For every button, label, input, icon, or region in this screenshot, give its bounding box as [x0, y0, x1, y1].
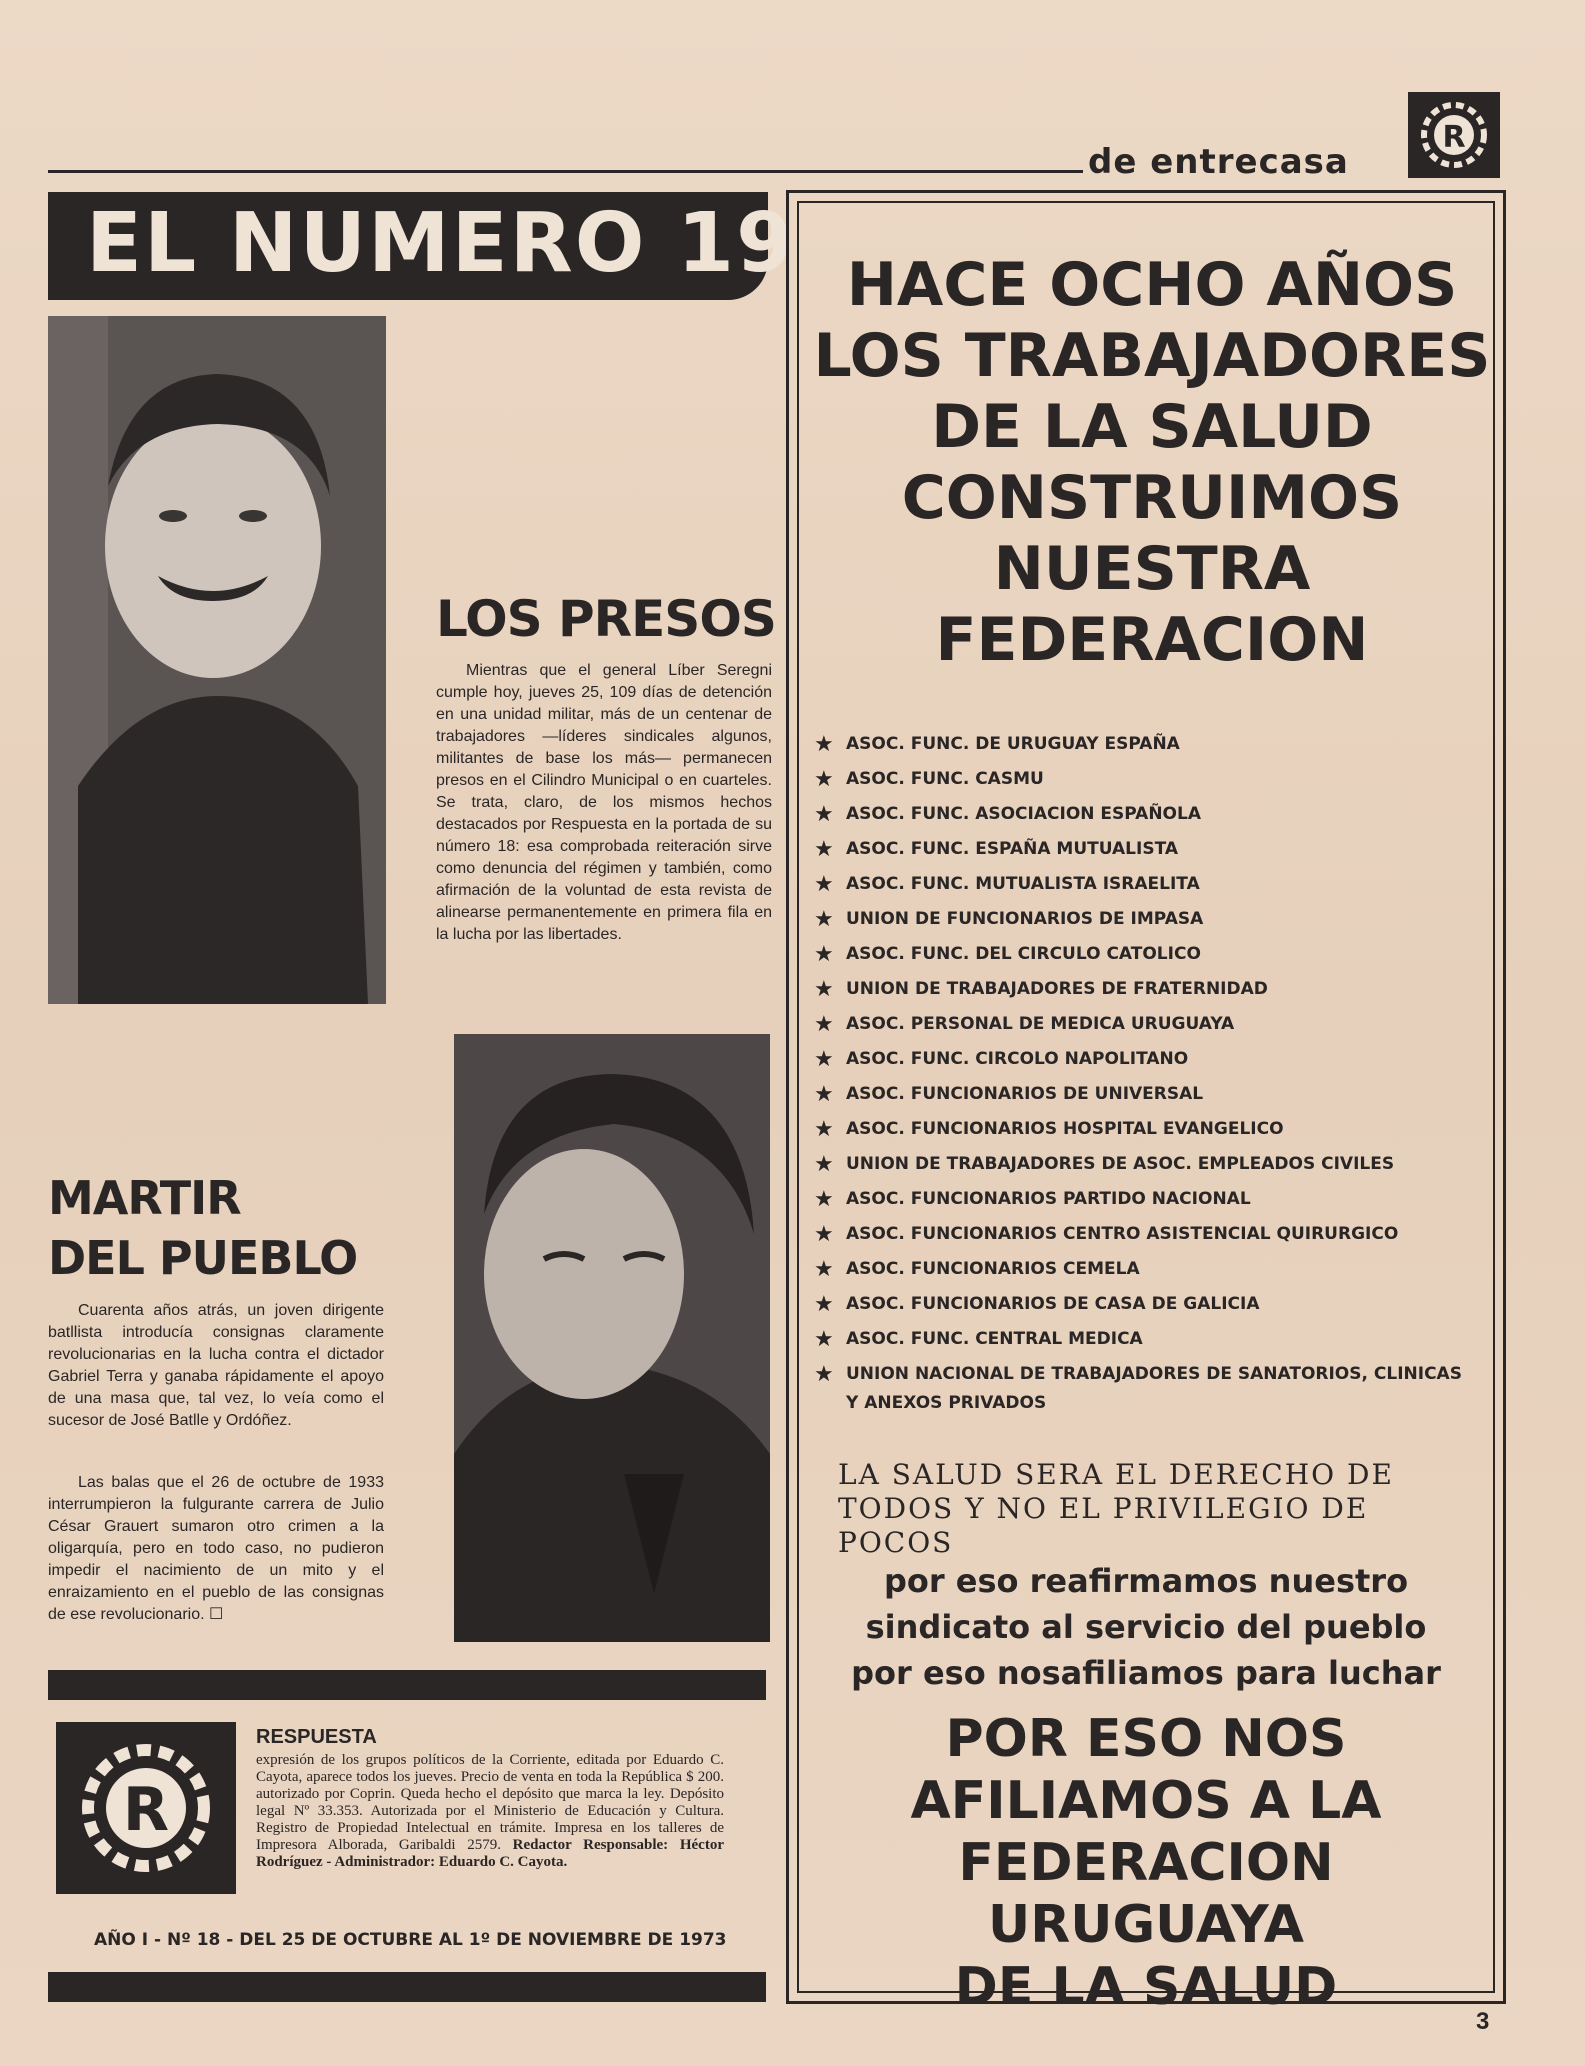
union-list-item — [814, 1325, 1474, 1354]
union-name: ASOC. FUNC. CENTRAL MEDICA — [846, 1329, 1143, 1349]
end-mark: ☐ — [209, 1606, 224, 1623]
final-headline-line: FEDERACION URUGUAYA — [958, 1833, 1334, 1955]
union-list-item — [814, 1150, 1474, 1179]
ad-headline-line: CONSTRUIMOS — [901, 463, 1403, 533]
header-rule — [48, 170, 1083, 173]
ad-headline-line: LOS TRABAJADORES — [813, 321, 1491, 391]
martir-paragraph-2 — [48, 1472, 384, 1626]
union-list-item — [814, 1255, 1474, 1284]
svg-text:R: R — [1442, 120, 1466, 155]
final-headline-line: DE LA SALUD — [954, 1957, 1338, 2017]
star-icon: ★ — [814, 1012, 834, 1037]
star-icon: ★ — [814, 1292, 834, 1317]
union-name: UNION DE FUNCIONARIOS DE IMPASA — [846, 909, 1204, 929]
section-title: de entrecasa — [1088, 142, 1349, 182]
union-name: UNION DE TRABAJADORES DE FRATERNIDAD — [846, 979, 1268, 999]
martir-heading-line2: DEL PUEBLO — [48, 1231, 358, 1285]
union-list-item — [814, 1045, 1474, 1074]
star-icon: ★ — [814, 1257, 834, 1282]
star-icon: ★ — [814, 1362, 834, 1387]
union-list-item — [814, 975, 1474, 1004]
union-list-item — [814, 940, 1474, 969]
union-list-item — [814, 1220, 1474, 1249]
portrait-photo-seregni — [48, 316, 386, 1004]
star-icon: ★ — [814, 1117, 834, 1142]
martir-paragraph-2-text: Las balas que el 26 de octubre de 1933 interrumpieron la fulgurante carrera de Julio César Grauert sumaron otro crimen a la oligarquía, pero en todo caso, no pudieron impedir el nacimiento de un mito y el enraizamiento en el pueblo de las consignas de ese revolucionario. — [48, 1474, 384, 1623]
issue-line: AÑO I - Nº 18 - DEL 25 DE OCTUBRE AL 1º DE NOVIEMBRE DE 1973 — [94, 1930, 727, 1950]
star-icon: ★ — [814, 732, 834, 757]
union-name: ASOC. FUNC. ESPAÑA MUTUALISTA — [846, 839, 1179, 859]
reaffirm-text — [806, 1558, 1486, 1696]
union-name: ASOC. FUNC. DEL CIRCULO CATOLICO — [846, 944, 1201, 964]
star-icon: ★ — [814, 802, 834, 827]
ad-headline-line: NUESTRA — [993, 534, 1311, 604]
reaffirm-line: por eso reafirmamos nuestro — [883, 1562, 1409, 1600]
union-name: ASOC. FUNC. MUTUALISTA ISRAELITA — [846, 874, 1200, 894]
salud-slogan: LA SALUD SERA EL DERECHO DE TODOS Y NO EL PRIVILEGIO DE POCOS — [838, 1458, 1394, 1559]
star-icon: ★ — [814, 767, 834, 792]
union-name: ASOC. FUNCIONARIOS CEMELA — [846, 1259, 1140, 1279]
star-icon: ★ — [814, 837, 834, 862]
final-headline-line: POR ESO NOS — [945, 1709, 1347, 1769]
final-headline-line: AFILIAMOS A LA — [910, 1771, 1382, 1831]
divider-bar-top — [48, 1670, 766, 1700]
divider-bar-bottom — [48, 1972, 766, 2002]
star-icon: ★ — [814, 1187, 834, 1212]
union-name: ASOC. FUNC. CIRCOLO NAPOLITANO — [846, 1049, 1189, 1069]
union-name: UNION NACIONAL DE TRABAJADORES DE SANATORIOS, CLINICAS Y ANEXOS PRIVADOS — [846, 1364, 1462, 1413]
union-name: ASOC. FUNCIONARIOS DE UNIVERSAL — [846, 1084, 1204, 1104]
union-list-item — [814, 905, 1474, 934]
union-name: ASOC. FUNC. ASOCIACION ESPAÑOLA — [846, 804, 1201, 824]
presos-body: Mientras que el general Líber Seregni cumple hoy, jueves 25, 109 días de detención en una unidad militar, más de un centenar de trabajadores —líderes sindicales algunos, militantes de base los más— permanecen presos en el Cilindro Municipal o en cuarteles. Se trata, claro, de los mismos hechos destacados por Respuesta en la portada de su número 18: esa comprobada reiteración sirve como denuncia del régimen y también, como afirmación de la voluntad de esta revista de alinearse permanentemente en primera fila en la lucha por las libertades. — [436, 662, 772, 943]
union-list-item — [814, 1115, 1474, 1144]
star-icon: ★ — [814, 872, 834, 897]
union-name: ASOC. FUNCIONARIOS HOSPITAL EVANGELICO — [846, 1119, 1284, 1139]
union-name: ASOC. FUNC. CASMU — [846, 769, 1044, 789]
star-icon: ★ — [814, 977, 834, 1002]
union-list-item — [814, 1010, 1474, 1039]
star-icon: ★ — [814, 1047, 834, 1072]
masthead-credits — [256, 1752, 724, 1871]
union-name: UNION DE TRABAJADORES DE ASOC. EMPLEADOS CIVILES — [846, 1154, 1395, 1174]
martir-heading-line1: MARTIR — [48, 1171, 241, 1225]
final-headline — [806, 1708, 1486, 2018]
martir-paragraph-1: Cuarenta años atrás, un joven dirigente batllista introducía consignas claramente revolucionarias en la lucha contra el dictador Gabriel Terra y ganaba rápidamente el apoyo de una masa que, tal vez, lo veía como el sucesor de José Batlle y Ordóñez. — [48, 1302, 384, 1429]
ad-headline — [812, 250, 1492, 676]
respuesta-logo-large — [56, 1722, 236, 1894]
ad-headline-line: FEDERACION — [935, 605, 1369, 675]
reaffirm-line: sindicato al servicio del pueblo — [865, 1608, 1427, 1646]
page-number: 3 — [1476, 2008, 1490, 2035]
union-name: ASOC. FUNCIONARIOS DE CASA DE GALICIA — [846, 1294, 1260, 1314]
masthead-title: RESPUESTA — [256, 1726, 377, 1748]
star-icon: ★ — [814, 942, 834, 967]
masthead-description: expresión de los grupos políticos de la Corriente, editada por Eduardo C. Cayota, aparece todos los jueves. Precio de venta en toda la República $ 200. autorizado por Coprin. Queda hecho el depósito que marca la ley. Depósito legal Nº 33.353. Autorizada por el Ministerio de Educación y Cultura. Registro de Propiedad Intelectual en trámite. Impresa en los talleres de Impresora Alborada, Garibaldi 2579. — [256, 1752, 724, 1853]
union-list-item — [814, 1080, 1474, 1109]
presos-heading: LOS PRESOS — [436, 590, 776, 648]
star-icon: ★ — [814, 1327, 834, 1352]
union-list-item — [814, 765, 1474, 794]
svg-text:R: R — [122, 1775, 170, 1845]
union-list-item — [814, 1290, 1474, 1319]
union-list-item — [814, 800, 1474, 829]
union-list-item — [814, 1185, 1474, 1214]
martir-heading — [48, 1168, 357, 1288]
ad-headline-line: DE LA SALUD — [931, 392, 1373, 462]
masthead-redactor: Redactor Responsable: Héctor Rodríguez - Administrador: Eduardo C. Cayota. — [256, 1837, 724, 1870]
respuesta-logo-small — [1408, 92, 1500, 178]
ad-headline-line: HACE OCHO AÑOS — [846, 250, 1458, 320]
union-name: ASOC. FUNC. DE URUGUAY ESPAÑA — [846, 734, 1180, 754]
star-icon: ★ — [814, 1152, 834, 1177]
union-name: ASOC. FUNCIONARIOS PARTIDO NACIONAL — [846, 1189, 1251, 1209]
union-name: ASOC. FUNCIONARIOS CENTRO ASISTENCIAL QUIRURGICO — [846, 1224, 1399, 1244]
portrait-photo-grauert — [454, 1034, 770, 1642]
union-list-item — [814, 730, 1474, 759]
star-icon: ★ — [814, 907, 834, 932]
union-list-item — [814, 870, 1474, 899]
star-icon: ★ — [814, 1082, 834, 1107]
union-list-item — [814, 835, 1474, 864]
star-icon: ★ — [814, 1222, 834, 1247]
union-list-item — [814, 1360, 1474, 1418]
union-name: ASOC. PERSONAL DE MEDICA URUGUAYA — [846, 1014, 1235, 1034]
banner-title: EL NUMERO 19 — [86, 196, 796, 291]
reaffirm-line: por eso nosafiliamos para luchar — [851, 1654, 1441, 1692]
union-list — [814, 730, 1474, 1424]
